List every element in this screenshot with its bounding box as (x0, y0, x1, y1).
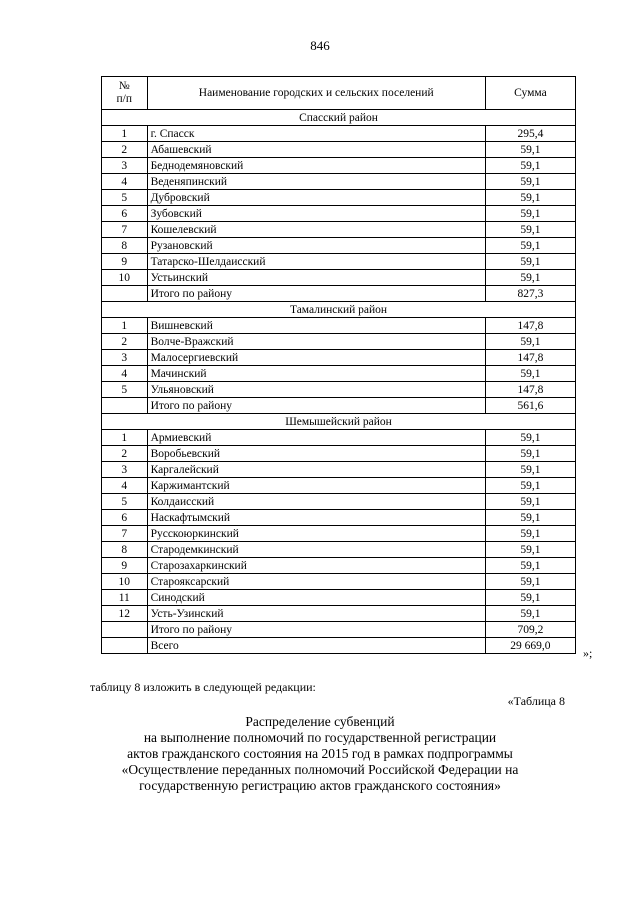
settlement-name: Колдаисский (147, 494, 485, 510)
settlement-name: Синодский (147, 590, 485, 606)
row-sum: 59,1 (485, 254, 575, 270)
row-sum: 59,1 (485, 526, 575, 542)
header-name: Наименование городских и сельских поселений (147, 77, 485, 110)
row-sum: 59,1 (485, 222, 575, 238)
total-sum: 709,2 (485, 622, 575, 638)
row-sum: 59,1 (485, 510, 575, 526)
total-label: Итого по району (147, 398, 485, 414)
table-row (102, 158, 576, 174)
row-number: 1 (102, 430, 148, 446)
row-number: 1 (102, 318, 148, 334)
table-row (102, 478, 576, 494)
row-number: 12 (102, 606, 148, 622)
settlement-name: Каргалейский (147, 462, 485, 478)
settlement-name: Мачинский (147, 366, 485, 382)
settlement-name: Зубовский (147, 206, 485, 222)
table-row (102, 542, 576, 558)
settlement-name: Кошелевский (147, 222, 485, 238)
table-row (102, 270, 576, 286)
row-sum: 59,1 (485, 334, 575, 350)
district-row (102, 414, 576, 430)
total-label: Итого по району (147, 622, 485, 638)
table-row (102, 142, 576, 158)
row-sum: 59,1 (485, 270, 575, 286)
title-line: актов гражданского состояния на 2015 год в рамках подпрограммы (127, 746, 513, 761)
settlement-name: Волче-Вражский (147, 334, 485, 350)
table-row (102, 254, 576, 270)
header-sum: Сумма (485, 77, 575, 110)
row-sum: 147,8 (485, 382, 575, 398)
settlement-name: Наскафтымский (147, 510, 485, 526)
settlement-name: Абашевский (147, 142, 485, 158)
row-number: 6 (102, 510, 148, 526)
settlement-name: Вишневский (147, 318, 485, 334)
row-number: 7 (102, 222, 148, 238)
row-sum: 59,1 (485, 142, 575, 158)
row-sum: 59,1 (485, 238, 575, 254)
table-row (102, 238, 576, 254)
table-row (102, 446, 576, 462)
table-row (102, 174, 576, 190)
row-sum: 59,1 (485, 206, 575, 222)
row-number: 4 (102, 478, 148, 494)
row-number: 4 (102, 366, 148, 382)
row-sum: 59,1 (485, 366, 575, 382)
settlement-name: Рузановский (147, 238, 485, 254)
settlement-name: Веденяпинский (147, 174, 485, 190)
row-sum: 59,1 (485, 430, 575, 446)
table-row (102, 430, 576, 446)
row-number: 11 (102, 590, 148, 606)
row-number: 3 (102, 462, 148, 478)
settlement-name: Татарско-Шелдаисский (147, 254, 485, 270)
row-sum: 59,1 (485, 558, 575, 574)
page-number: 846 (310, 38, 330, 53)
district-name: Шемышейский район (102, 414, 576, 430)
empty-cell (102, 398, 148, 414)
table-row (102, 350, 576, 366)
row-number: 5 (102, 494, 148, 510)
document-title (0, 714, 640, 794)
settlement-name: Русскоюркинский (147, 526, 485, 542)
row-number: 5 (102, 382, 148, 398)
intro-text: таблицу 8 изложить в следующей редакции: (90, 680, 316, 694)
row-number: 3 (102, 350, 148, 366)
row-number: 2 (102, 334, 148, 350)
row-number: 9 (102, 254, 148, 270)
table-row (102, 366, 576, 382)
grand-total-row (102, 638, 576, 654)
table-row (102, 222, 576, 238)
row-number: 6 (102, 206, 148, 222)
row-sum: 59,1 (485, 590, 575, 606)
table-row (102, 558, 576, 574)
grand-total-sum: 29 669,0 (485, 638, 575, 654)
table-row (102, 462, 576, 478)
row-sum: 59,1 (485, 478, 575, 494)
row-number: 1 (102, 126, 148, 142)
row-sum: 59,1 (485, 606, 575, 622)
closing-quote: »; (583, 646, 593, 660)
table-row (102, 126, 576, 142)
table-body (102, 110, 576, 654)
row-sum: 59,1 (485, 574, 575, 590)
row-sum: 147,8 (485, 318, 575, 334)
settlement-name: Усть-Узинский (147, 606, 485, 622)
row-number: 2 (102, 446, 148, 462)
settlement-name: Ульяновский (147, 382, 485, 398)
row-sum: 59,1 (485, 542, 575, 558)
row-number: 8 (102, 238, 148, 254)
row-sum: 295,4 (485, 126, 575, 142)
total-label: Итого по району (147, 286, 485, 302)
row-sum: 59,1 (485, 494, 575, 510)
row-number: 10 (102, 270, 148, 286)
title-line: государственную регистрацию актов гражданского состояния» (139, 778, 501, 793)
header-number-text: № п/п (116, 80, 133, 105)
district-total-row (102, 398, 576, 414)
district-row (102, 302, 576, 318)
table-header-row (102, 77, 576, 110)
district-name: Тамалинский район (102, 302, 576, 318)
total-sum: 561,6 (485, 398, 575, 414)
row-number: 2 (102, 142, 148, 158)
settlement-name: Каржимантский (147, 478, 485, 494)
table-row (102, 510, 576, 526)
settlement-name: Старояксарский (147, 574, 485, 590)
settlement-name: Старозахаркинский (147, 558, 485, 574)
table-row (102, 382, 576, 398)
title-line: на выполнение полномочий по государственной регистрации (143, 730, 497, 745)
row-sum: 59,1 (485, 446, 575, 462)
grand-total-label: Всего (147, 638, 485, 654)
table-row (102, 190, 576, 206)
empty-cell (102, 638, 148, 654)
district-row (102, 110, 576, 126)
district-total-row (102, 622, 576, 638)
table-row (102, 206, 576, 222)
settlement-name: Дубровский (147, 190, 485, 206)
table-row (102, 334, 576, 350)
table-row (102, 590, 576, 606)
settlement-name: г. Спасск (147, 126, 485, 142)
settlement-name: Малосергиевский (147, 350, 485, 366)
table-reference: «Таблица 8 (507, 694, 565, 708)
subsidy-table (101, 76, 576, 654)
table-row (102, 526, 576, 542)
row-sum: 147,8 (485, 350, 575, 366)
table-row (102, 574, 576, 590)
row-sum: 59,1 (485, 190, 575, 206)
district-total-row (102, 286, 576, 302)
title-line: «Осуществление переданных полномочий Российской Федерации на (121, 762, 519, 777)
row-sum: 59,1 (485, 158, 575, 174)
district-name: Спасский район (102, 110, 576, 126)
empty-cell (102, 622, 148, 638)
row-sum: 59,1 (485, 174, 575, 190)
row-number: 8 (102, 542, 148, 558)
table-row (102, 494, 576, 510)
settlement-name: Воробьевский (147, 446, 485, 462)
row-number: 7 (102, 526, 148, 542)
row-number: 4 (102, 174, 148, 190)
title-line: Распределение субвенций (245, 714, 395, 729)
row-number: 10 (102, 574, 148, 590)
total-sum: 827,3 (485, 286, 575, 302)
row-number: 9 (102, 558, 148, 574)
row-number: 5 (102, 190, 148, 206)
row-number: 3 (102, 158, 148, 174)
settlement-name: Устьинский (147, 270, 485, 286)
settlement-name: Стародемкинский (147, 542, 485, 558)
empty-cell (102, 286, 148, 302)
settlement-name: Армиевский (147, 430, 485, 446)
table-row (102, 606, 576, 622)
row-sum: 59,1 (485, 462, 575, 478)
header-number (102, 77, 148, 110)
table-row (102, 318, 576, 334)
settlement-name: Беднодемяновский (147, 158, 485, 174)
